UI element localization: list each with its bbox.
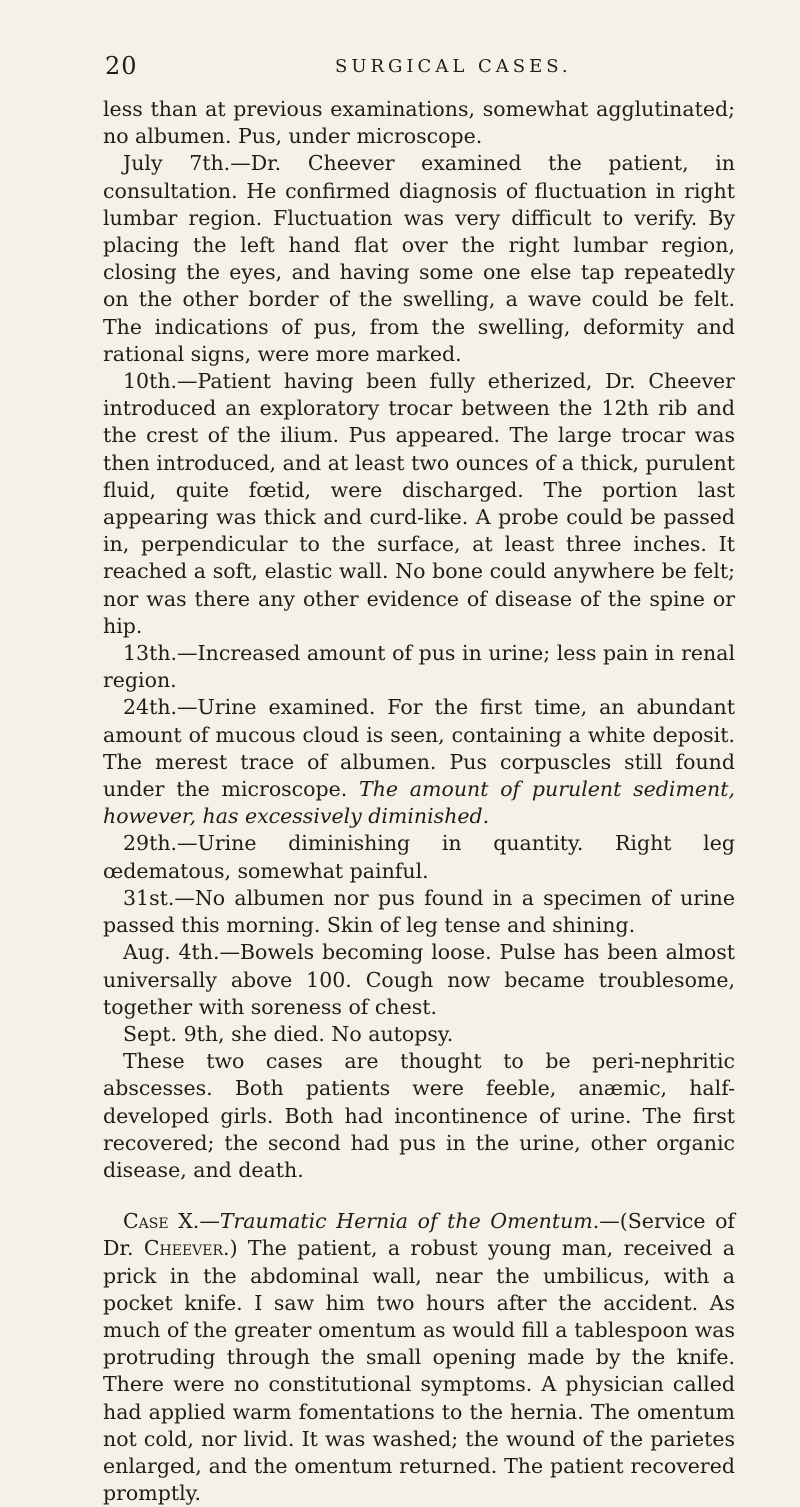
case-service-suffix: ) xyxy=(229,1236,238,1261)
paragraph-sept-9th: Sept. 9th, she died. No autopsy. xyxy=(123,1021,454,1046)
running-head: SURGICAL CASES. xyxy=(335,56,572,77)
case-text: The patient, a robust young man, received a prick in the abdominal wall, near the umbilicus, with a pocket knife. I saw him two hours after the accident. As much of the greater omentum as would fill a tablespoon was protruding through the small opening made by the knife. There were no constitutional symptoms. A physician called had applied warm fomentations to the hernia. The omentum not cold, nor livid. It was washed; the wound of the parietes enlarged, and the omentum returned. The patient recovered promptly. xyxy=(103,1236,735,1506)
paragraph-29th: 29th.—Urine diminishing in quantity. Right leg œdematous, somewhat painful. xyxy=(103,831,735,883)
page-header xyxy=(105,52,730,86)
paragraph-31st: 31st.—No albumen nor pus found in a specimen of urine passed this morning. Skin of leg tense and shining. xyxy=(103,885,735,938)
case-label: Case X. xyxy=(123,1209,200,1234)
body-text xyxy=(103,96,735,1507)
paragraph-july-7: July 7th.—Dr. Cheever examined the patient, in consultation. He confirmed diagnosis of fluctuation in right lumbar region. Fluctuation was very difficult to verify. By placing the left hand flat over the right lumbar region, closing the eyes, and having some one else tap repeatedly on the other border of the swelling, a wave could be felt. The indications of pus, from the swelling, deformity and rational signs, were more marked. xyxy=(103,151,735,366)
case-x-paragraph: Case X.—Traumatic Hernia of the Omentum.—(Service of Dr. Cheever.) The patient, a robust young man, received a prick in the abdominal wall, near the umbilicus, with a pocket knife. I saw him two hours after the accident. As much of the greater omentum as would fill a tablespoon was protruding through the small opening made by the knife. There were no constitutional symptoms. A physician called had applied warm fomentations to the hernia. The omentum not cold, nor livid. It was washed; the wound of the parietes enlarged, and the omentum returned. The patient recovered promptly. xyxy=(103,1209,736,1506)
paragraph-24th-italic: The amount of purulent sediment, however, has excessively diminished. xyxy=(103,777,735,829)
page-number: 20 xyxy=(105,52,138,80)
paragraph-13th: 13th.—Increased amount of pus in urine; less pain in renal region. xyxy=(103,641,735,693)
paragraph-10th: 10th.—Patient having been fully etherized, Dr. Cheever introduced an exploratory trocar between the 12th rib and the crest of the ilium. Pus appeared. The large trocar was then introduced, and at least two ounces of a thick, purulent fluid, quite fœtid, were discharged. The portion last appearing was thick and curd-like. A probe could be passed in, perpendicular to the surface, at least three inches. It reached a soft, elastic wall. No bone could anywhere be felt; nor was there any other evidence of disease of the spine or hip. xyxy=(103,369,735,638)
paragraph-summary: These two cases are thought to be peri-nephritic abscesses. Both patients were feeble, anæmic, half-developed girls. Both had incontinence of urine. The first recovered; the second had pus in the urine, other organic disease, and death. xyxy=(103,1049,735,1182)
paragraph-aug-4th: Aug. 4th.—Bowels becoming loose. Pulse has been almost universally above 100. Cough now became troublesome, together with soreness of chest. xyxy=(103,940,735,1019)
paragraph-24th xyxy=(103,694,735,830)
case-service-prefix: —(Service of Dr. xyxy=(103,1209,736,1261)
case-service-name: Cheever. xyxy=(143,1236,230,1261)
paragraph-24th-text: 24th.—Urine examined. For the first time, an abundant amount of mucous cloud is seen, containing a white deposit. The merest trace of albumen. Pus corpuscles still found under the microscope. xyxy=(103,695,735,802)
case-title: Traumatic Hernia of the Omentum. xyxy=(219,1209,600,1234)
paragraph-continuation: less than at previous examinations, somewhat agglutinated; no albumen. Pus, under microscope. xyxy=(103,97,735,149)
